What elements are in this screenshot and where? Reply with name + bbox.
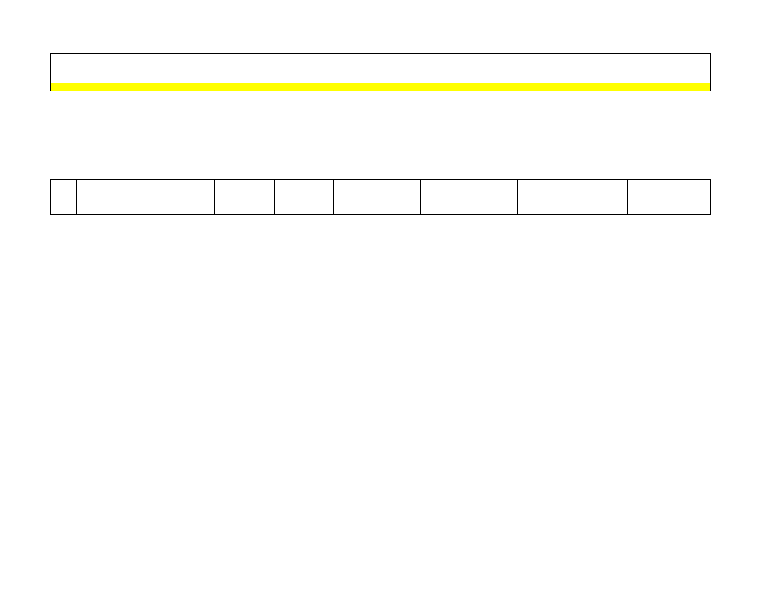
header-no [50, 179, 76, 215]
title-box [50, 53, 711, 84]
header-tandatangan [517, 179, 627, 215]
ppe-usage-log-sheet [50, 53, 711, 491]
ppe-strip [50, 92, 711, 179]
header-masa [274, 179, 333, 215]
header-ppe-taken [333, 179, 420, 215]
header-tujuan [420, 179, 517, 215]
note-banner [50, 83, 711, 91]
header-tarikh [214, 179, 274, 215]
header-nama [76, 179, 214, 215]
header-disemak [627, 179, 711, 215]
